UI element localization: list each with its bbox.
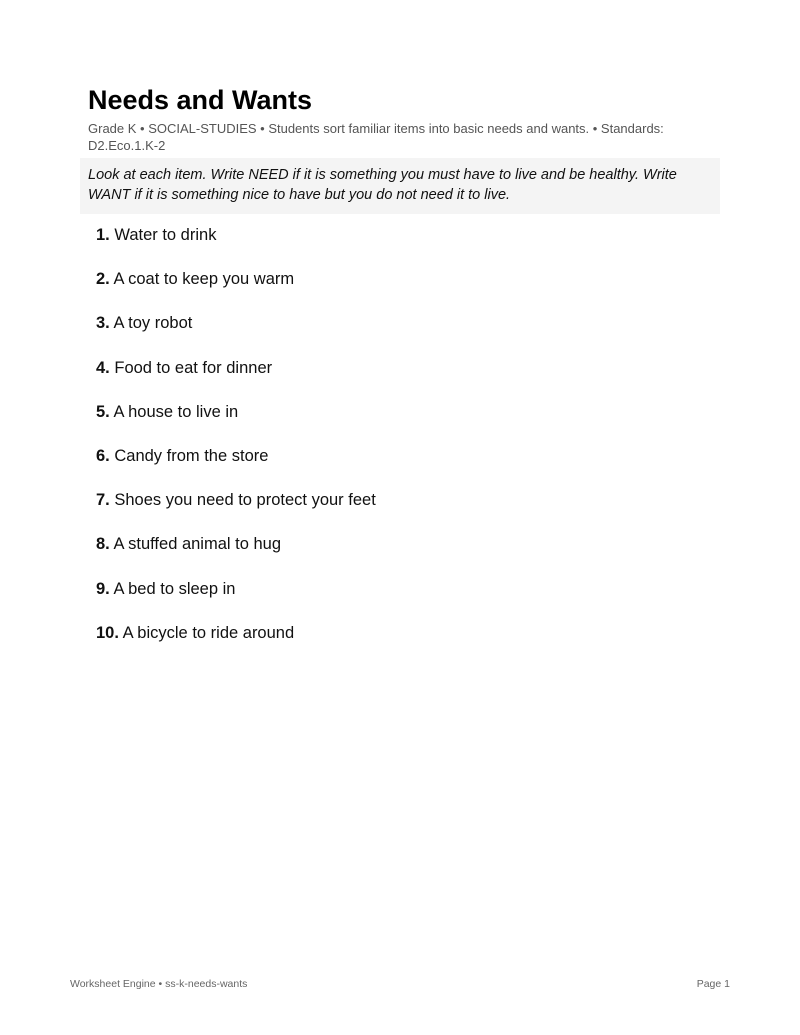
- item-text: A coat to keep you warm: [113, 270, 295, 289]
- item-text: A stuffed animal to hug: [113, 535, 282, 554]
- item-number: 4.: [96, 358, 110, 377]
- list-item: [96, 489, 376, 533]
- item-number: 7.: [96, 491, 110, 510]
- list-item: [96, 312, 376, 356]
- item-number: 6.: [96, 446, 110, 465]
- item-text: Food to eat for dinner: [114, 358, 273, 377]
- list-item: [96, 357, 376, 401]
- worksheet-meta: Grade K • SOCIAL-STUDIES • Students sort familiar items into basic needs and wants. • Standards: D2.Eco.1.K-2: [88, 121, 664, 153]
- item-number: 3.: [96, 314, 110, 333]
- list-item: [96, 224, 376, 268]
- page-number: Page 1: [696, 978, 730, 990]
- item-text: A house to live in: [113, 402, 239, 421]
- item-number: 1.: [96, 226, 110, 244]
- item-number: 9.: [96, 579, 110, 598]
- item-number: 2.: [96, 270, 110, 289]
- list-item: [96, 445, 376, 489]
- list-item: [96, 578, 376, 622]
- item-text: Shoes you need to protect your feet: [114, 491, 376, 510]
- item-number: 8.: [96, 535, 110, 554]
- item-text: A toy robot: [113, 314, 193, 333]
- item-number: 10.: [96, 623, 119, 642]
- item-list: [96, 224, 376, 666]
- list-item: [96, 622, 376, 666]
- worksheet-title: Needs and Wants: [88, 85, 313, 115]
- list-item: [96, 533, 376, 577]
- instructions-box: Look at each item. Write NEED if it is something you must have to live and be healthy. Write WANT if it is something nice to have but you do not need it to live.: [80, 158, 720, 214]
- footer-source: Worksheet Engine • ss-k-needs-wants: [70, 978, 248, 990]
- list-item: [96, 268, 376, 312]
- item-text: Candy from the store: [114, 446, 269, 465]
- item-text: Water to drink: [114, 226, 217, 244]
- item-text: A bed to sleep in: [113, 579, 236, 598]
- item-number: 5.: [96, 402, 110, 421]
- list-item: [96, 401, 376, 445]
- item-text: A bicycle to ride around: [122, 623, 295, 642]
